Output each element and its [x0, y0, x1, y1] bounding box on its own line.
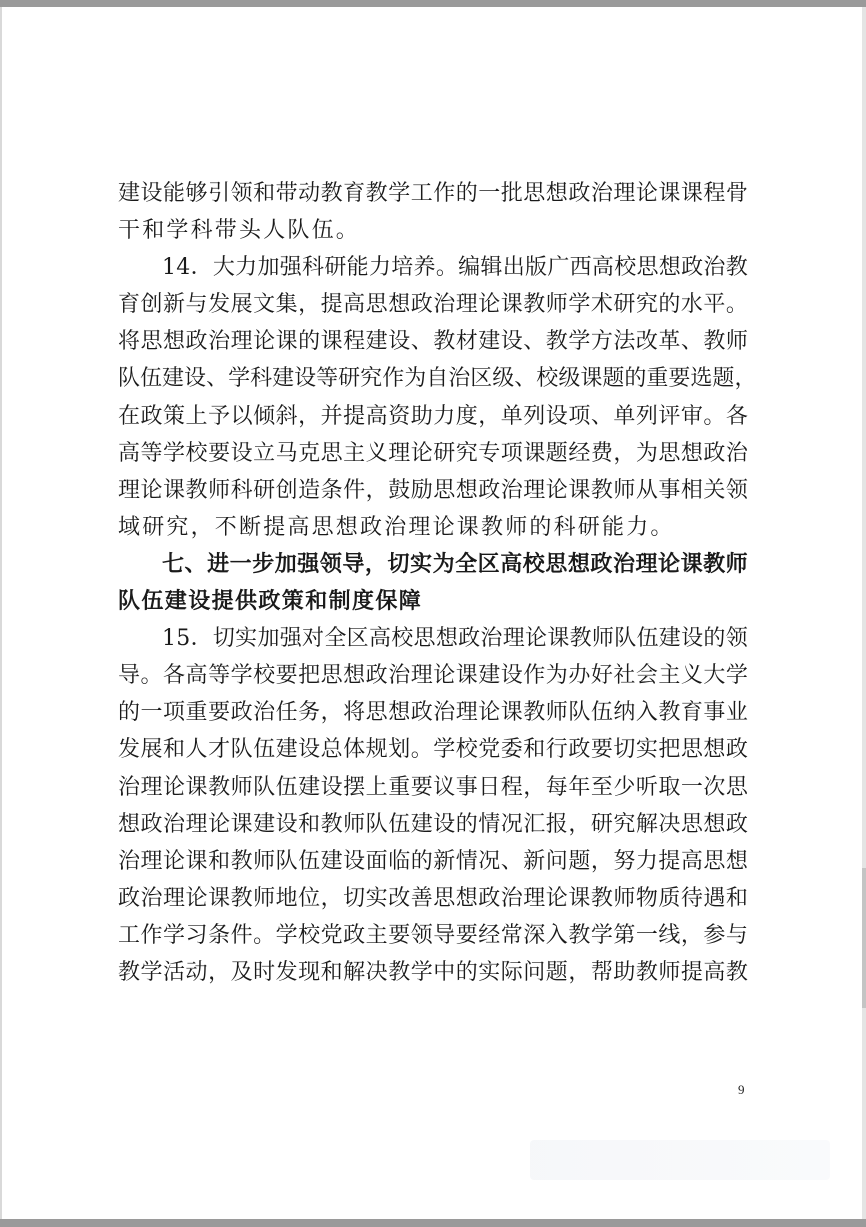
text-line: 1 5 ． 切 实 加 强 对 全 区 高 校 思 想 政 治 理 论 课 教 师 队 伍 建 设 的 领 — [162, 626, 748, 652]
text-line: 治 理 论 课 和 教 师 队 伍 建 设 面 临 的 新 情 况 、 新 问 题 ， 努 力 提 高 思 想 — [118, 848, 748, 874]
section-heading — [118, 546, 748, 620]
text-line: 导 。 各 高 等 学 校 要 把 思 想 政 治 理 论 课 建 设 作 为 办 好 社 会 主 义 大 学 — [118, 663, 748, 689]
text-line: 干和学科带头人队伍。 — [118, 218, 361, 244]
page-right-edge — [862, 7, 866, 1219]
text-line: 将 思 想 政 治 理 论 课 的 课 程 建 设 、 教 材 建 设 、 教 学 方 法 改 革 、 教 师 — [118, 329, 748, 355]
paragraph — [118, 620, 748, 991]
page-number: 9 — [738, 1082, 745, 1097]
document-page — [118, 175, 757, 991]
text-line: 工 作 学 习 条 件 。 学 校 党 政 主 要 领 导 要 经 常 深 入 教 学 第 一 线 ， 参 与 — [118, 922, 748, 948]
text-line: 想 政 治 理 论 课 建 设 和 教 师 队 伍 建 设 的 情 况 汇 报 ， 研 究 解 决 思 想 政 — [118, 811, 748, 837]
viewer-top-bar — [0, 0, 866, 7]
text-line: 建 设 能 够 引 领 和 带 动 教 育 教 学 工 作 的 一 批 思 想 政 治 理 论 课 课 程 骨 — [118, 181, 748, 206]
text-line: 队 伍 建 设 、 学 科 建 设 等 研 究 作 为 自 治 区 级 、 校 级 课 题 的 重 要 选 题 ， — [118, 366, 757, 392]
text-line: 域研究，不断提高思想政治理论课教师的科研能力。 — [118, 514, 675, 540]
page-left-edge — [0, 7, 2, 1219]
text-line: 政 治 理 论 课 教 师 地 位 ， 切 实 改 善 思 想 政 治 理 论 课 教 师 物 质 待 遇 和 — [118, 885, 748, 911]
text-line: 育 创 新 与 发 展 文 集 ， 提 高 思 想 政 治 理 论 课 教 师 学 术 研 究 的 水 平 。 — [118, 292, 748, 318]
watermark — [530, 1140, 830, 1180]
text-line: 教 学 活 动 ， 及 时 发 现 和 解 决 教 学 中 的 实 际 问 题 ， 帮 助 教 师 提 高 教 — [118, 959, 748, 985]
paragraph — [118, 175, 748, 249]
text-line: 理 论 课 教 师 科 研 创 造 条 件 ， 鼓 励 思 想 政 治 理 论 课 教 师 从 事 相 关 领 — [118, 477, 748, 503]
text-line: 发 展 和 人 才 队 伍 建 设 总 体 规 划 。 学 校 党 委 和 行 政 要 切 实 把 思 想 政 — [118, 737, 748, 763]
text-line: 治 理 论 课 教 师 队 伍 建 设 摆 上 重 要 议 事 日 程 ， 每 年 至 少 听 取 一 次 思 — [118, 774, 748, 800]
paragraph — [118, 249, 757, 546]
text-line: 高 等 学 校 要 设 立 马 克 思 主 义 理 论 研 究 专 项 课 题 经 费 ， 为 思 想 政 治 — [118, 440, 748, 466]
text-line: 七 、 进 一 步 加 强 领 导 ， 切 实 为 全 区 高 校 思 想 政 治 理 论 课 教 师 — [162, 551, 748, 577]
text-line: 1 4 ． 大 力 加 强 科 研 能 力 培 养 。 编 辑 出 版 广 西 高 校 思 想 政 治 教 — [162, 255, 748, 281]
viewer-bottom-bar — [0, 1219, 866, 1227]
scrollbar-thumb[interactable] — [862, 868, 866, 1008]
text-line: 在 政 策 上 予 以 倾 斜 ， 并 提 高 资 助 力 度 ， 单 列 设 项 、 单 列 评 审 。 各 — [118, 403, 748, 429]
text-line: 的 一 项 重 要 政 治 任 务 ， 将 思 想 政 治 理 论 课 教 师 队 伍 纳 入 教 育 事 业 — [118, 700, 748, 726]
text-line: 队伍建设提供政策和制度保障 — [118, 589, 423, 615]
